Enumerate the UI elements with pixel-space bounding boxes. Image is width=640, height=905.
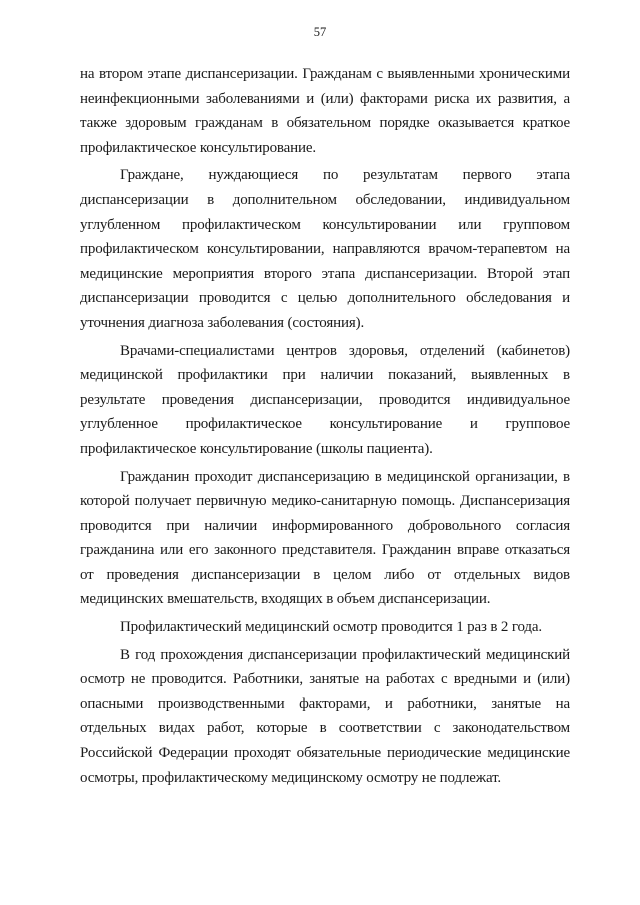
- page-number: 57: [313, 25, 327, 39]
- paragraph-1: на втором этапе диспансеризации. Гражданам с выявленными хроническими неинфекционными заболеваниями и (или) факторами риска их развития, а также здоровым гражданам в обязательном порядке оказывается краткое профилактическое консультирование.: [80, 66, 570, 156]
- paragraph-2: Граждане, нуждающиеся по результатам первого этапа диспансеризации в дополнительном обследовании, индивидуальном углубленном профилактическом консультировании или групповом профилактическом консультировании, направляются врачом-терапевтом на медицинские мероприятия второго этапа диспансеризации. Второй этап диспансеризации проводится с целью дополнительного обследования и уточнения диагноза заболевания (состояния).: [80, 167, 570, 331]
- paragraph-3: Врачами-специалистами центров здоровья, отделений (кабинетов) медицинской профилактики при наличии показаний, выявленных в результате проведения диспансеризации, проводится индивидуальное углубленное профилактическое консультирование и групповое профилактическое консультирование (школы пациента).: [80, 342, 570, 457]
- paragraph-4: Гражданин проходит диспансеризацию в медицинской организации, в которой получает первичную медико-санитарную помощь. Диспансеризация проводится при наличии информированного добровольного согласия гражданина или его законного представителя. Гражданин вправе отказаться от проведения диспансеризации в целом либо от отдельных видов медицинских вмешательств, входящих в объем диспансеризации.: [80, 468, 570, 608]
- document-body: [80, 62, 570, 793]
- paragraph-5: Профилактический медицинский осмотр проводится 1 раз в 2 года.: [120, 619, 543, 636]
- paragraph-6: В год прохождения диспансеризации профилактический медицинский осмотр не проводится. Работники, занятые на работах с вредными и (или) опасными производственными факторами, и работники, занятые на отдельных видах работ, которые в соответствии с законодательством Российской Федерации проходят обязательные периодические медицинские осмотры, профилактическому медицинскому осмотру не подлежат.: [80, 646, 570, 786]
